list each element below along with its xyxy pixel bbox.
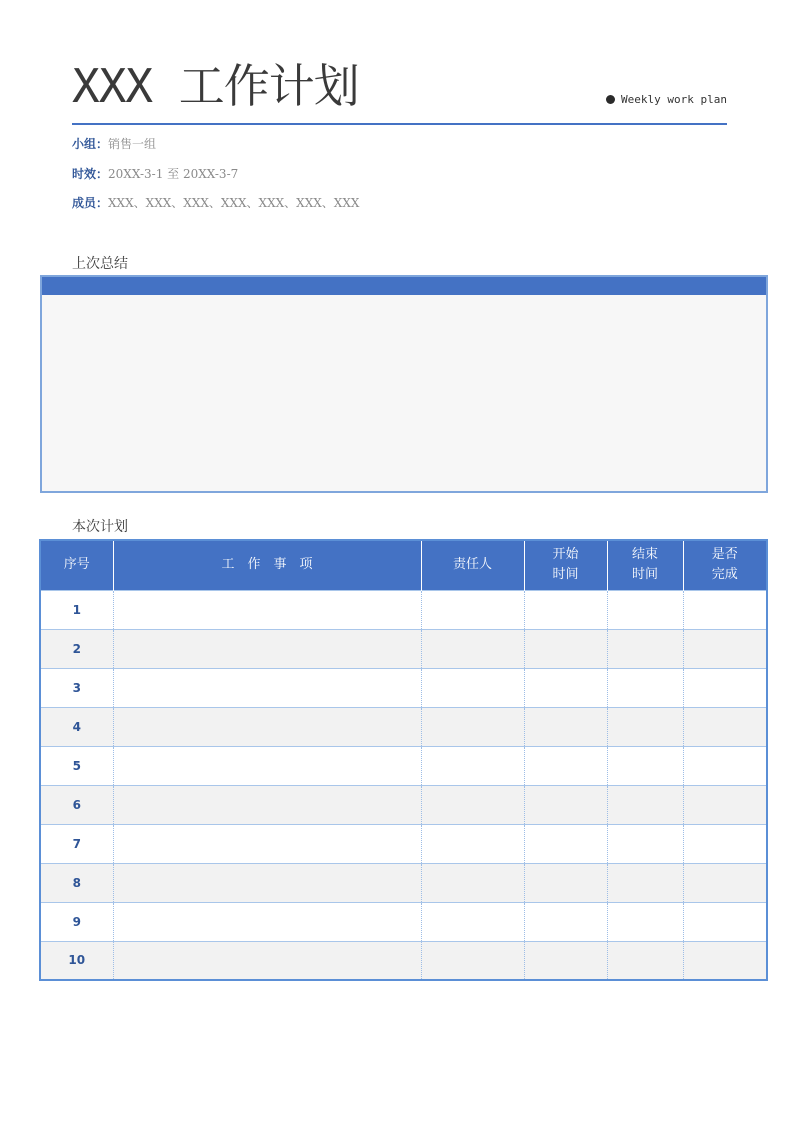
- table-cell[interactable]: [421, 941, 524, 980]
- table-cell[interactable]: [524, 824, 607, 863]
- table-cell[interactable]: [113, 863, 421, 902]
- column-header: [524, 540, 607, 590]
- group-key: 小组：: [72, 137, 109, 151]
- table-body: [40, 590, 767, 980]
- row-number: 7: [40, 824, 113, 863]
- table-row: [40, 668, 767, 707]
- table-cell[interactable]: [607, 707, 683, 746]
- column-header-line1: 结束: [631, 547, 658, 563]
- table-cell[interactable]: [683, 824, 767, 863]
- table-row: [40, 590, 767, 629]
- row-number: 3: [40, 668, 113, 707]
- table-cell[interactable]: [524, 785, 607, 824]
- column-header-line1: 序号: [63, 557, 90, 573]
- table-row: [40, 824, 767, 863]
- table-cell[interactable]: [524, 629, 607, 668]
- table-cell[interactable]: [421, 824, 524, 863]
- table-cell[interactable]: [421, 902, 524, 941]
- table-cell[interactable]: [421, 668, 524, 707]
- title-divider: [72, 123, 727, 125]
- table-row: [40, 629, 767, 668]
- table-cell[interactable]: [607, 590, 683, 629]
- column-header-line1: 工 作 事 项: [221, 557, 313, 573]
- row-number: 2: [40, 629, 113, 668]
- table-cell[interactable]: [113, 902, 421, 941]
- period-value: 20XX-3-1 至 20XX-3-7: [108, 167, 239, 181]
- row-number: 9: [40, 902, 113, 941]
- row-number: 6: [40, 785, 113, 824]
- table-cell[interactable]: [683, 863, 767, 902]
- table-cell[interactable]: [524, 707, 607, 746]
- page-title: XXX 工作计划: [72, 59, 359, 113]
- table-cell[interactable]: [607, 746, 683, 785]
- table-cell[interactable]: [113, 629, 421, 668]
- table-cell[interactable]: [607, 629, 683, 668]
- table-row: [40, 746, 767, 785]
- subtitle: [606, 91, 727, 107]
- column-header-line2: 完成: [711, 567, 738, 583]
- table-cell[interactable]: [683, 707, 767, 746]
- plan-table: [39, 539, 768, 981]
- subtitle-text: Weekly work plan: [621, 92, 727, 106]
- table-header-row: [40, 540, 767, 590]
- table-cell[interactable]: [683, 746, 767, 785]
- table-row: [40, 707, 767, 746]
- table-cell[interactable]: [113, 785, 421, 824]
- table-cell[interactable]: [524, 746, 607, 785]
- row-number: 8: [40, 863, 113, 902]
- table-cell[interactable]: [524, 941, 607, 980]
- table-cell[interactable]: [113, 746, 421, 785]
- column-header: [421, 540, 524, 590]
- table-cell[interactable]: [524, 902, 607, 941]
- summary-label: 上次总结: [72, 256, 128, 272]
- table-cell[interactable]: [607, 902, 683, 941]
- info-period: [72, 165, 238, 183]
- table-cell[interactable]: [113, 941, 421, 980]
- summary-header-bar: [42, 277, 766, 295]
- table-cell[interactable]: [113, 590, 421, 629]
- table-cell[interactable]: [607, 941, 683, 980]
- table-cell[interactable]: [683, 629, 767, 668]
- table-cell[interactable]: [113, 707, 421, 746]
- row-number: 1: [40, 590, 113, 629]
- column-header-line1: 责任人: [452, 557, 492, 573]
- table-cell[interactable]: [607, 785, 683, 824]
- table-cell[interactable]: [607, 824, 683, 863]
- table-cell[interactable]: [683, 941, 767, 980]
- period-key: 时效：: [72, 167, 109, 181]
- column-header: [607, 540, 683, 590]
- table-cell[interactable]: [524, 590, 607, 629]
- table-cell[interactable]: [421, 590, 524, 629]
- column-header-line1: 是否: [711, 547, 738, 563]
- column-header: [113, 540, 421, 590]
- table-cell[interactable]: [524, 668, 607, 707]
- column-header: [40, 540, 113, 590]
- table-cell[interactable]: [683, 668, 767, 707]
- row-number: 10: [40, 941, 113, 980]
- table-row: [40, 902, 767, 941]
- summary-box[interactable]: [40, 275, 768, 493]
- info-group: [72, 135, 156, 153]
- bullet-icon: [606, 95, 615, 104]
- members-value: XXX、XXX、XXX、XXX、XXX、XXX、XXX: [108, 196, 360, 210]
- table-cell[interactable]: [113, 668, 421, 707]
- table-row: [40, 863, 767, 902]
- table-row: [40, 785, 767, 824]
- table-cell[interactable]: [683, 590, 767, 629]
- column-header-line2: 时间: [552, 567, 579, 583]
- column-header-line1: 开始: [552, 547, 579, 563]
- group-value: 销售一组: [108, 137, 157, 151]
- row-number: 4: [40, 707, 113, 746]
- plan-label: 本次计划: [72, 519, 128, 535]
- table-cell[interactable]: [683, 785, 767, 824]
- table-cell[interactable]: [113, 824, 421, 863]
- table-cell[interactable]: [421, 785, 524, 824]
- row-number: 5: [40, 746, 113, 785]
- table-row: [40, 941, 767, 980]
- table-cell[interactable]: [421, 746, 524, 785]
- table-cell[interactable]: [607, 668, 683, 707]
- table-cell[interactable]: [421, 863, 524, 902]
- table-cell[interactable]: [421, 629, 524, 668]
- table-cell[interactable]: [421, 707, 524, 746]
- members-key: 成员：: [72, 196, 109, 210]
- info-members: [72, 194, 359, 212]
- table-cell[interactable]: [524, 863, 607, 902]
- column-header-line2: 时间: [631, 567, 658, 583]
- table-cell[interactable]: [607, 863, 683, 902]
- table-cell[interactable]: [683, 902, 767, 941]
- column-header: [683, 540, 767, 590]
